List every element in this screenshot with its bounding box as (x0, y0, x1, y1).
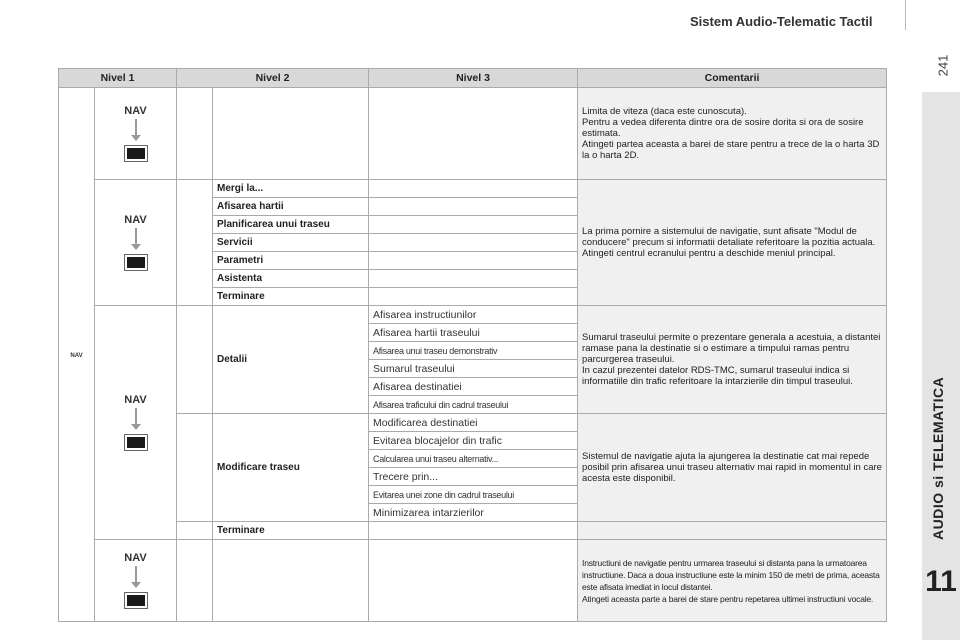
screen-icon (124, 254, 148, 271)
screen-icon (124, 592, 148, 609)
menu-item: Parametri (213, 252, 369, 270)
page-number: 241 (935, 54, 951, 77)
nav-label: NAV (124, 394, 147, 406)
table-header-row (59, 69, 887, 88)
down-arrow-icon (135, 408, 137, 424)
table-row (59, 306, 887, 324)
col-header-level2: Nivel 2 (177, 69, 369, 88)
level3-item: Minimizarea intarzierilor (369, 504, 578, 522)
nav-label: NAV (124, 552, 147, 564)
arrow-head-icon (131, 135, 141, 141)
level3-item: Evitarea blocajelor din trafic (369, 432, 578, 450)
level3-item: Calcularea unui traseu alternativ... (369, 450, 578, 468)
menu-item: Mergi la... (213, 180, 369, 198)
details-label: Detalii (213, 306, 369, 414)
empty-cell (177, 180, 213, 306)
level3-item: Afisarea instructiunilor (369, 306, 578, 324)
empty-cell (177, 414, 213, 522)
level3-item: Evitarea unei zone din cadrul traseului (369, 486, 578, 504)
level1-cell (59, 88, 95, 622)
nav-cell (95, 540, 177, 622)
comment-cell (578, 522, 887, 540)
empty-cell (213, 540, 369, 622)
empty-cell (369, 234, 578, 252)
down-arrow-icon (135, 228, 137, 244)
empty-cell (369, 288, 578, 306)
menu-item: Planificarea unui traseu (213, 216, 369, 234)
empty-cell (369, 270, 578, 288)
down-arrow-icon (135, 119, 137, 135)
level3-item: Sumarul traseului (369, 360, 578, 378)
empty-cell (369, 522, 578, 540)
empty-cell (369, 198, 578, 216)
side-band (922, 92, 960, 640)
nav-cell (95, 180, 177, 306)
modify-route-label: Modificare traseu (213, 414, 369, 522)
level3-item: Afisarea traficului din cadrul traseului (369, 396, 578, 414)
arrow-head-icon (131, 244, 141, 250)
col-header-comments: Comentarii (578, 69, 887, 88)
nav-button-icon: NAV (70, 353, 83, 359)
comment-cell: Sistemul de navigatie ajuta la ajungerea la destinatie cat mai repede posibil prin afisarea unui traseu alternativ mai rapid in momentul in care acesta este disponibil. (578, 414, 887, 522)
empty-cell (369, 88, 578, 180)
nav-cell (95, 88, 177, 180)
empty-cell (177, 522, 213, 540)
comment-cell: Sumarul traseului permite o prezentare generala a acestuia, a distantei ramase pana la destinatie si o estimare a timpului ramas pentru parcurgerea traseului. In cazul prezentei datelor RDS-TMC, sumarul traseului indica si informatiile din trafic referitoare la intarzierile din timpul traseului. (578, 306, 887, 414)
table-row (59, 540, 887, 622)
down-arrow-icon (135, 566, 137, 582)
chapter-number: 11 (925, 565, 957, 598)
table-row (59, 180, 887, 198)
empty-cell (369, 180, 578, 198)
empty-cell (369, 540, 578, 622)
menu-item: Servicii (213, 234, 369, 252)
arrow-head-icon (131, 424, 141, 430)
screen-icon (124, 145, 148, 162)
level3-item: Afisarea unui traseu demonstrativ (369, 342, 578, 360)
empty-cell (369, 252, 578, 270)
level3-item: Trecere prin... (369, 468, 578, 486)
terminate-label: Terminare (213, 522, 369, 540)
menu-item: Terminare (213, 288, 369, 306)
level3-item: Modificarea destinatiei (369, 414, 578, 432)
page-header-title: Sistem Audio-Telematic Tactil (690, 14, 873, 29)
menu-item: Asistenta (213, 270, 369, 288)
empty-cell (177, 88, 213, 180)
nav-cell (95, 306, 177, 540)
level3-item: Afisarea hartii traseului (369, 324, 578, 342)
table-row (59, 414, 887, 432)
header-divider (905, 0, 906, 30)
screen-icon (124, 434, 148, 451)
level3-item: Afisarea destinatiei (369, 378, 578, 396)
empty-cell (177, 540, 213, 622)
table-row (59, 522, 887, 540)
nav-label: NAV (124, 105, 147, 117)
empty-cell (177, 306, 213, 414)
col-header-level1: Nivel 1 (59, 69, 177, 88)
col-header-level3: Nivel 3 (369, 69, 578, 88)
table-row (59, 88, 887, 180)
nav-label: NAV (124, 214, 147, 226)
comment-cell: Limita de viteza (daca este cunoscuta). Pentru a vedea diferenta dintre ora de sosire dorita si ora de sosire estimata. Atingeti partea aceasta a barei de stare pentru a trece de la o harta 3D la o harta 2D. (578, 88, 887, 180)
empty-cell (369, 216, 578, 234)
menu-item: Afisarea hartii (213, 198, 369, 216)
empty-cell (213, 88, 369, 180)
comment-cell: Instructiuni de navigatie pentru urmarea traseului si distanta pana la urmatoarea instructiune. Daca a doua instructiune este la minim 150 de metri de prima, aceasta este afisata imediat in locul distantei. Atingeti aceasta parte a barei de stare pentru repetarea ultimei instructiuni vocale. (578, 540, 887, 622)
comment-cell: La prima pornire a sistemului de navigatie, sunt afisate "Modul de conducere" precum si informatii detaliate referitoare la pozitia actuala. Atingeti centrul ecranului pentru a deschide meniul principal. (578, 180, 887, 306)
section-label: AUDIO si TELEMATICA (930, 376, 946, 540)
menu-table (58, 68, 887, 622)
arrow-head-icon (131, 582, 141, 588)
